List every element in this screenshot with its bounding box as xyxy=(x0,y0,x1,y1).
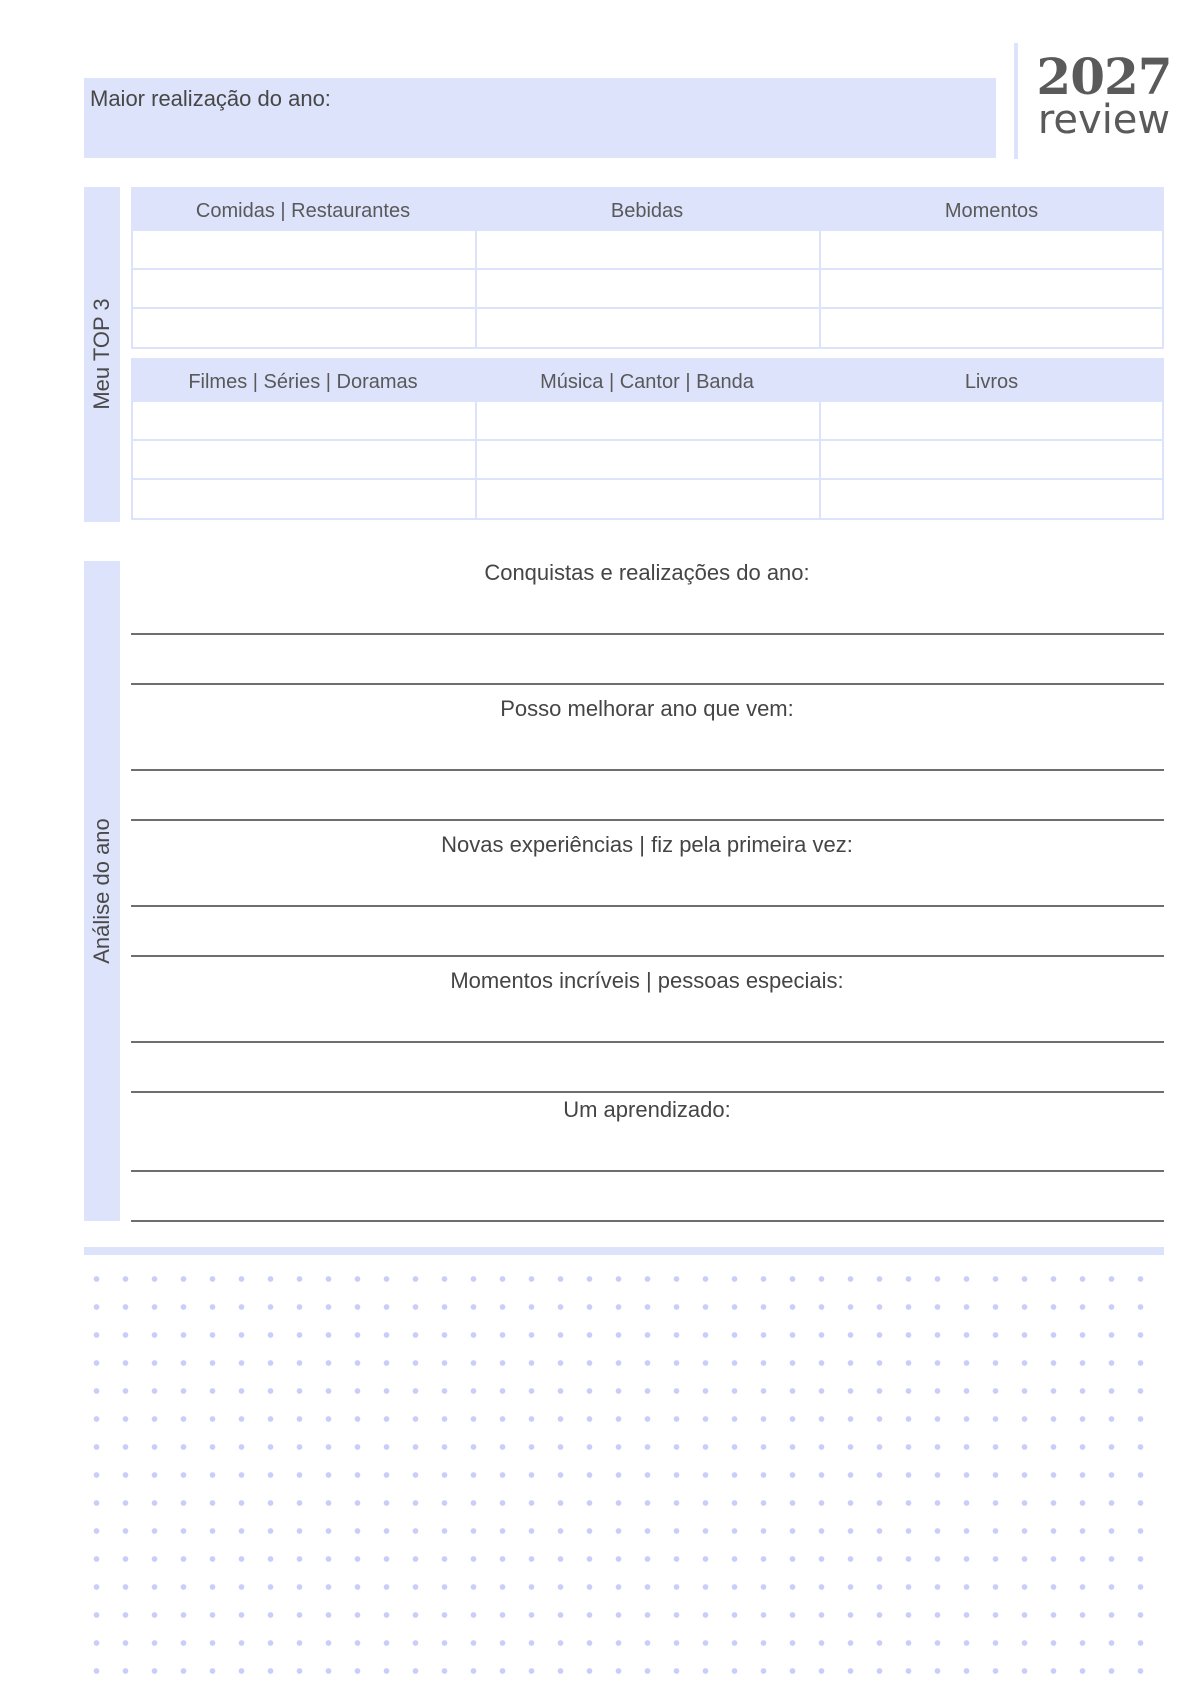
table-cell[interactable] xyxy=(475,307,821,349)
table-cell[interactable] xyxy=(475,439,821,480)
column-header-moments: Momentos xyxy=(944,200,1039,222)
brand-year: 2027 xyxy=(1036,47,1172,106)
column-header-movies: Filmes | Séries | Doramas xyxy=(188,371,418,393)
writing-line[interactable] xyxy=(131,1041,1164,1043)
table-cell[interactable] xyxy=(131,229,477,270)
notes-divider xyxy=(84,1247,1164,1255)
table-cell[interactable] xyxy=(819,478,1164,520)
writing-line[interactable] xyxy=(131,633,1164,635)
writing-line[interactable] xyxy=(131,769,1164,771)
table-cell[interactable] xyxy=(475,478,821,520)
prompt-special-moments: Momentos incríveis | pessoas especiais: xyxy=(450,968,844,993)
table-cell[interactable] xyxy=(819,439,1164,480)
table-cell[interactable] xyxy=(819,400,1164,441)
table-cell[interactable] xyxy=(819,268,1164,309)
table-cell[interactable] xyxy=(819,229,1164,270)
writing-line[interactable] xyxy=(131,1220,1164,1222)
prompt-learning: Um aprendizado: xyxy=(563,1097,731,1122)
column-header-music: Música | Cantor | Banda xyxy=(540,371,754,393)
writing-line[interactable] xyxy=(131,1091,1164,1093)
top3-side-label: Meu TOP 3 xyxy=(89,298,114,410)
writing-line[interactable] xyxy=(131,905,1164,907)
column-header-drinks: Bebidas xyxy=(610,200,684,222)
prompt-new-experiences: Novas experiências | fiz pela primeira vez: xyxy=(441,832,853,857)
brand-word: review xyxy=(1037,97,1171,143)
highlight-label: Maior realização do ano: xyxy=(90,86,331,111)
writing-line[interactable] xyxy=(131,1170,1164,1172)
writing-line[interactable] xyxy=(131,683,1164,685)
table-cell[interactable] xyxy=(131,478,477,520)
prompt-improve: Posso melhorar ano que vem: xyxy=(500,696,794,721)
table-cell[interactable] xyxy=(475,229,821,270)
prompt-achievements: Conquistas e realizações do ano: xyxy=(484,560,810,585)
table-cell[interactable] xyxy=(475,400,821,441)
dot-grid-notes-area[interactable] xyxy=(84,1265,1164,1683)
table-cell[interactable] xyxy=(131,307,477,349)
brand-divider xyxy=(1014,43,1018,159)
table-cell[interactable] xyxy=(131,439,477,480)
table-cell[interactable] xyxy=(131,400,477,441)
table-cell[interactable] xyxy=(131,268,477,309)
table-cell[interactable] xyxy=(819,307,1164,349)
writing-line[interactable] xyxy=(131,955,1164,957)
column-header-food: Comidas | Restaurantes xyxy=(195,200,411,222)
writing-line[interactable] xyxy=(131,819,1164,821)
column-header-books: Livros xyxy=(964,371,1019,393)
analysis-side-label: Análise do ano xyxy=(89,818,114,964)
table-cell[interactable] xyxy=(475,268,821,309)
